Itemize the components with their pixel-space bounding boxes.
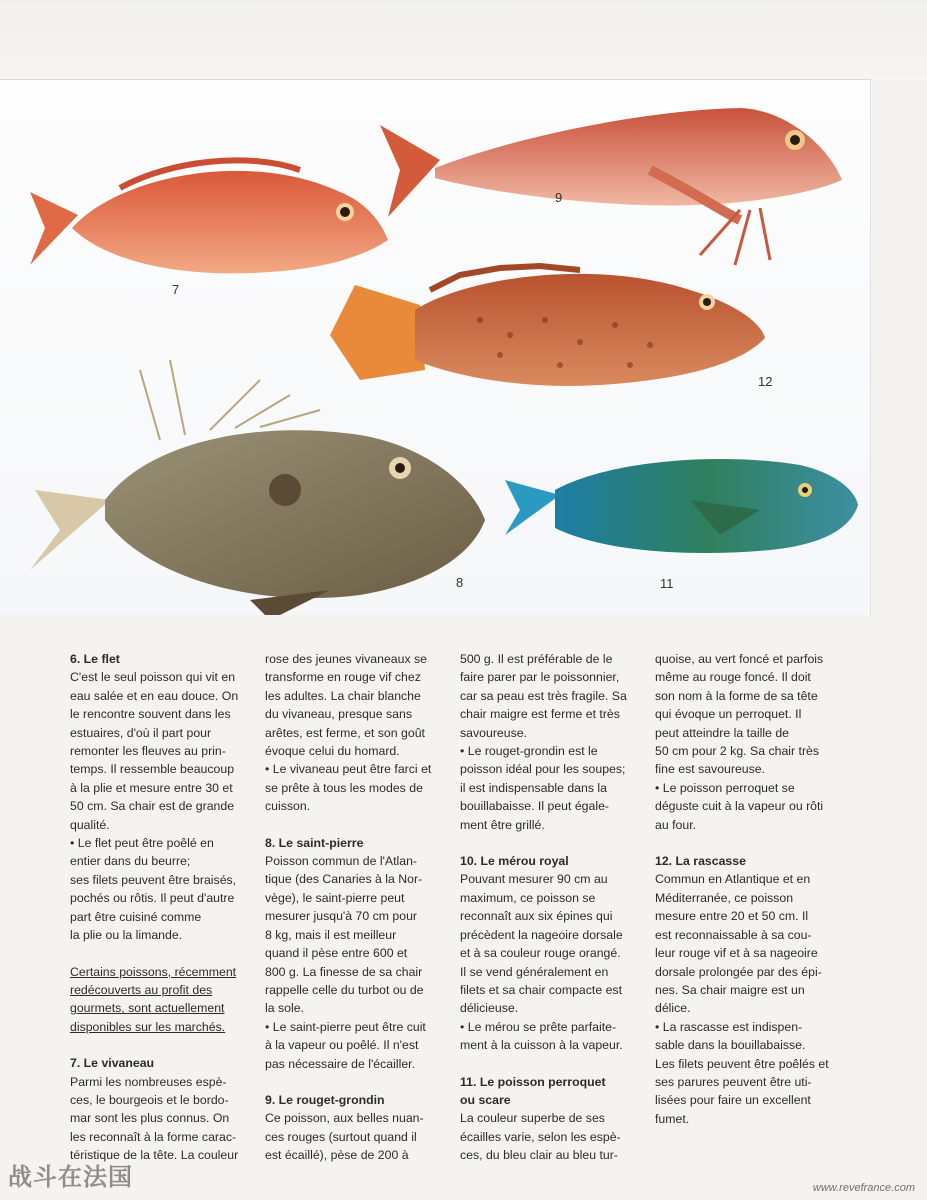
section-heading-7: 7. Le vivaneau xyxy=(70,1056,155,1071)
text-line: Poisson commun de l'Atlan- xyxy=(265,854,418,869)
watermark-logo: 战斗在法国 xyxy=(8,1164,133,1191)
text-line: car sa peau est très fragile. Sa xyxy=(460,688,627,703)
text-line: au four. xyxy=(655,817,697,832)
text-line: tique (des Canaries à la Nor- xyxy=(265,872,423,887)
text-line: vège), le saint-pierre peut xyxy=(265,890,405,905)
bullet-line: • Le poisson perroquet se xyxy=(655,779,835,797)
text-line: Parmi les nombreuses espè- xyxy=(70,1074,227,1089)
text-line: il est indispensable dans la xyxy=(460,780,607,795)
text-line: précèdent la nageoire dorsale xyxy=(460,927,623,942)
snapper-fish xyxy=(30,160,388,273)
text-line: transforme en rouge vif chez xyxy=(265,670,421,685)
section-heading-9: 9. Le rouget-grondin xyxy=(265,1092,385,1107)
bullet-line: • Le vivaneau peut être farci et xyxy=(265,760,445,778)
text-line: ment à la cuisson à la vapeur. xyxy=(460,1038,623,1053)
text-line: délicieuse. xyxy=(460,1001,519,1016)
text-line: savoureuse. xyxy=(460,725,527,740)
text-line: Pouvant mesurer 90 cm au xyxy=(460,872,608,887)
text-line: Les filets peuvent être poêlés et xyxy=(655,1056,829,1071)
section-heading-6: 6. Le flet xyxy=(70,652,120,666)
text-line: à la plie et mesure entre 30 et xyxy=(70,780,233,795)
text-line: la sole. xyxy=(265,1001,304,1016)
page-top-margin xyxy=(0,0,927,80)
section-heading-11: 11. Le poisson perroquet xyxy=(460,1074,606,1089)
fish-illustrations xyxy=(0,80,870,615)
text-line: fine est savoureuse. xyxy=(655,762,766,777)
text-line: leur rouge vif et à sa nageoire xyxy=(655,946,818,961)
text-line: du vivaneau, presque sans xyxy=(265,707,412,722)
text-line: se prête à tous les modes de xyxy=(265,780,423,795)
text-line: ses filets peuvent être braisés, xyxy=(70,872,237,887)
text-line: La couleur superbe de ses xyxy=(460,1111,605,1126)
text-line: Commun en Atlantique et en xyxy=(655,872,811,887)
text-line: peut atteindre la taille de xyxy=(655,725,789,740)
bullet-line: • Le mérou se prête parfaite- xyxy=(460,1018,640,1036)
text-line: Il se vend généralement en xyxy=(460,964,609,979)
text-line: est reconnaissable à sa cou- xyxy=(655,927,812,942)
text-line: eau salée et en eau douce. On xyxy=(70,688,239,703)
text-line: poisson idéal pour les soupes; xyxy=(460,762,626,777)
text-line: nes. Sa chair maigre est un xyxy=(655,982,805,997)
text-line: 800 g. La finesse de sa chair xyxy=(265,964,423,979)
note-line: gourmets, sont actuellement xyxy=(70,1001,225,1016)
fish-photo-panel xyxy=(0,79,871,615)
text-line: la plie ou la limande. xyxy=(70,928,183,943)
text-line: C'est le seul poisson qui vit en xyxy=(70,670,236,685)
text-line: sable dans la bouillabaisse. xyxy=(655,1038,806,1053)
fish-number-11: 11 xyxy=(660,576,674,591)
text-line: ces rouges (surtout quand il xyxy=(265,1129,417,1144)
text-line: bouillabaisse. Il peut égale- xyxy=(460,799,610,814)
text-line: quand il pèse entre 600 et xyxy=(265,946,408,961)
text-line: même au rouge foncé. Il doit xyxy=(655,670,811,685)
text-line: quoise, au vert foncé et parfois xyxy=(655,652,824,666)
text-line: fumet. xyxy=(655,1111,690,1126)
text-line: reconnaît aux six épines qui xyxy=(460,909,613,924)
text-line: arêtes, est ferme, et son goût xyxy=(265,725,425,740)
text-line: ces, du bleu clair au bleu tur- xyxy=(460,1148,618,1163)
bullet-line: • Le flet peut être poêlé en xyxy=(70,834,250,852)
text-line: téristique de la tête. La couleur xyxy=(70,1148,239,1163)
text-line: évoque celui du homard. xyxy=(265,744,400,759)
fish-number-8: 8 xyxy=(456,575,464,590)
text-line: pas nécessaire de l'écailler. xyxy=(265,1056,415,1071)
text-line: temps. Il ressemble beaucoup xyxy=(70,762,235,777)
section-heading-10: 10. Le mérou royal xyxy=(460,854,569,869)
text-line: faire parer par le poissonnier, xyxy=(460,670,620,685)
watermark-url: www.revefrance.com xyxy=(812,1182,915,1194)
text-line: estuaires, d'où il part pour xyxy=(70,725,212,740)
scorpionfish xyxy=(330,266,765,386)
fish-number-7: 7 xyxy=(172,282,180,297)
text-line: 50 cm. Sa chair est de grande xyxy=(70,799,235,814)
text-line: le rencontre souvent dans les xyxy=(70,707,231,722)
bullet-line: • La rascasse est indispen- xyxy=(655,1018,835,1036)
bullet-line: • Le rouget-grondin est le xyxy=(460,742,640,760)
section-heading-8: 8. Le saint-pierre xyxy=(265,835,364,850)
text-line: déguste cuit à la vapeur ou rôti xyxy=(655,799,824,814)
text-line: les reconnaît à la forme carac- xyxy=(70,1129,237,1144)
text-line: maximum, ce poisson se xyxy=(460,890,596,905)
text-line: mesurer jusqu'à 70 cm pour xyxy=(265,909,418,924)
text-line: entier dans du beurre; xyxy=(70,854,191,869)
text-line: son nom à la forme de sa tête xyxy=(655,688,818,703)
text-line: ment être grillé. xyxy=(460,817,545,832)
text-line: remonter les fleuves au prin- xyxy=(70,744,226,759)
text-line: qualité. xyxy=(70,817,110,832)
parrotfish xyxy=(505,459,858,553)
text-line: écailles varie, selon les espè- xyxy=(460,1129,621,1144)
text-line: rappelle celle du turbot ou de xyxy=(265,982,424,997)
text-line: Ce poisson, aux belles nuan- xyxy=(265,1111,424,1126)
text-line: pochés ou rôtis. Il peut d'autre xyxy=(70,891,235,906)
fish-number-12: 12 xyxy=(758,374,773,389)
text-line: filets et sa chair compacte est xyxy=(460,982,622,997)
text-line: chair maigre est ferme et très xyxy=(460,707,620,722)
text-column-4 xyxy=(655,650,835,1128)
text-line: est écaillé), pèse de 200 à xyxy=(265,1148,409,1163)
john-dory-fish xyxy=(30,360,485,615)
text-line: à la vapeur ou poêlé. Il n'est xyxy=(265,1038,419,1053)
text-line: mar sont les plus connus. On xyxy=(70,1111,230,1126)
note-line: redécouverts au profit des xyxy=(70,982,213,997)
text-line: 50 cm pour 2 kg. Sa chair très xyxy=(655,744,820,759)
text-line: ces, le bourgeois et le bordo- xyxy=(70,1092,229,1107)
section-heading-12: 12. La rascasse xyxy=(655,854,746,869)
text-line: et à sa couleur rouge orangé. xyxy=(460,946,621,961)
text-line: mesure entre 20 et 50 cm. Il xyxy=(655,909,809,924)
text-line: rose des jeunes vivaneaux se xyxy=(265,652,428,666)
text-line: lisées pour faire un excellent xyxy=(655,1093,811,1108)
gurnard-fish xyxy=(380,108,842,265)
fish-number-9: 9 xyxy=(555,190,563,205)
text-line: 8 kg, mais il est meilleur xyxy=(265,927,397,942)
bullet-line: • Le saint-pierre peut être cuit xyxy=(265,1018,445,1036)
note-line: disponibles sur les marchés. xyxy=(70,1019,226,1034)
text-column-1 xyxy=(70,650,250,1165)
text-line: dorsale prolongée par des épi- xyxy=(655,964,822,979)
text-column-3 xyxy=(460,650,640,1165)
text-line: ses parures peuvent être uti- xyxy=(655,1074,812,1089)
text-line: les adultes. La chair blanche xyxy=(265,688,421,703)
text-line: 500 g. Il est préférable de le xyxy=(460,652,613,666)
text-line: délice. xyxy=(655,1001,691,1016)
text-line: part être cuisiné comme xyxy=(70,909,202,924)
section-heading-11-cont: ou scare xyxy=(460,1092,511,1107)
text-column-2 xyxy=(265,650,445,1165)
note-line: Certains poissons, récemment xyxy=(70,964,237,979)
text-line: qui évoque un perroquet. Il xyxy=(655,707,802,722)
text-line: Méditerranée, ce poisson xyxy=(655,890,794,905)
text-line: cuisson. xyxy=(265,799,311,814)
